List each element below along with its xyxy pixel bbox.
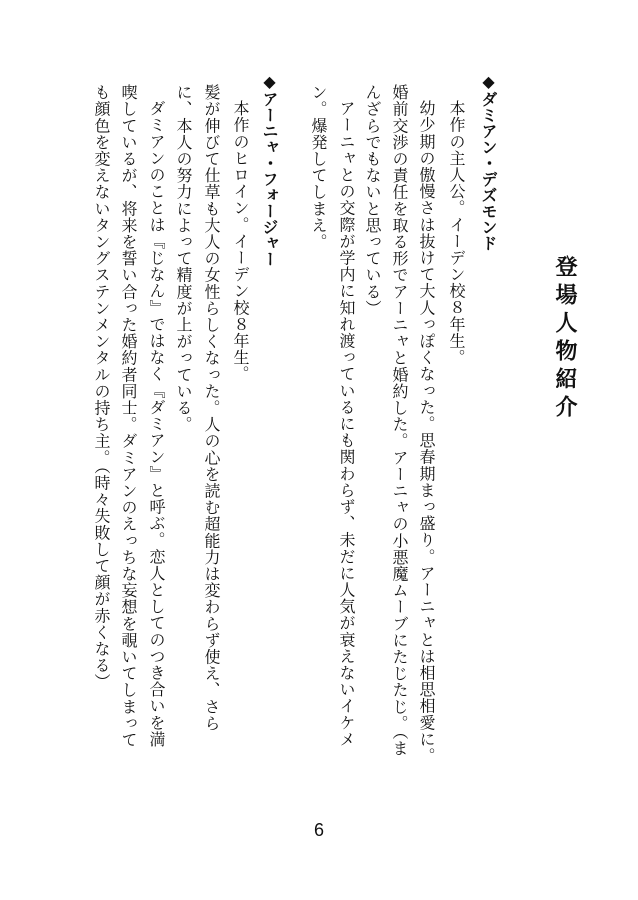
section-line: ダミアンのことは『じなん』ではなく『ダミアン』と呼ぶ。恋人としてのつき合いを満: [147, 100, 166, 748]
section-heading-damian: ◆ダミアン・デズモンド: [479, 72, 498, 251]
page-number: 6: [313, 820, 324, 840]
section-line: 幼少期の傲慢さは抜けて大人っぽくなった。思春期まっ盛り。アーニャとは相思相愛に。: [417, 100, 436, 764]
section-line: アーニャとの交際が学内に知れ渡っているにも関わらず、未だに人気が衰えないイケメ: [337, 100, 356, 748]
section-line: 喫しているが、将来を誓い合った婚約者同士。ダミアンのえっちな妄想を覗いてしまって: [119, 84, 138, 748]
section-heading-anya: ◆アーニャ・フォージャー: [260, 72, 279, 267]
section-line: に、本人の努力によって精度が上がっている。: [174, 84, 193, 433]
section-line: ン。爆発してしまえ。: [309, 84, 328, 250]
section-line: 髪が伸びて仕草も大人の女性らしくなった。人の心を読む超能力は変わらず使え、さら: [202, 84, 221, 732]
section-line: 本作のヒロイン。イーデン校８年生。: [231, 100, 250, 383]
section-line: 本作の主人公。イーデン校８年生。: [447, 100, 466, 366]
section-line: 婚前交渉の責任を取る形でアーニャと婚約した。アーニャの小悪魔ムーブにたじたじ。（ま: [390, 84, 409, 757]
section-line: んざらでもないと思っている）: [363, 84, 382, 317]
page-title: 登場人物紹介: [552, 255, 577, 423]
section-line: も顔色を変えないタングステンメンタルの持ち主。（時々失敗して顔が赤くなる）: [92, 84, 111, 691]
